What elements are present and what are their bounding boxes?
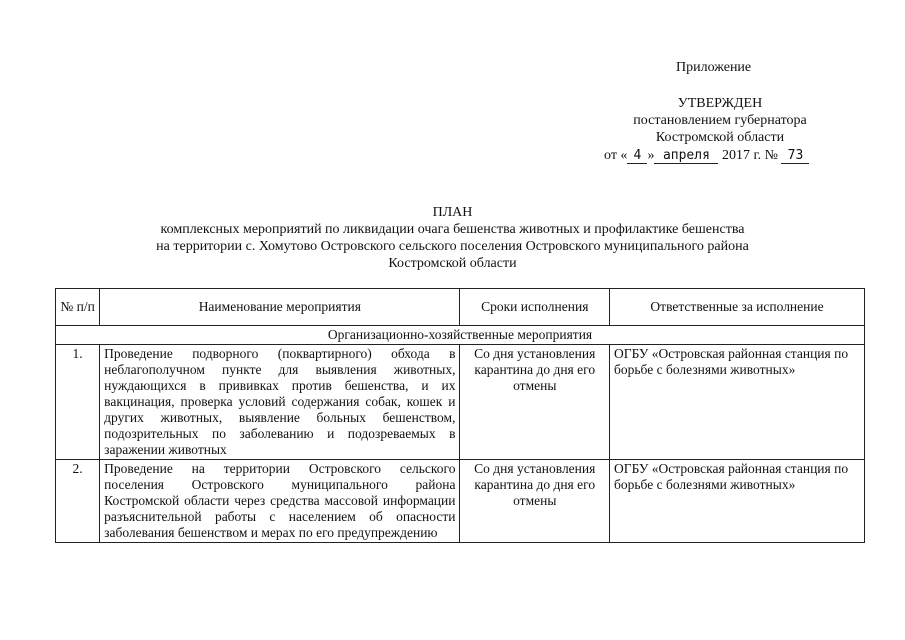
approval-block <box>595 95 845 146</box>
row-responsible: ОГБУ «Островская районная станция по борьбе с болезнями животных» <box>610 345 865 460</box>
col-header-responsible: Ответственные за исполнение <box>610 289 865 326</box>
title-line-2: на территории с. Хомутово Островского сельского поселения Островского муниципального района <box>156 239 749 254</box>
title-heading: ПЛАН <box>432 205 473 220</box>
row-term: Со дня установления карантина до дня его отмены <box>460 345 610 460</box>
decree-number: 73 <box>781 149 809 164</box>
title-line-1: комплексных мероприятий по ликвидации очага бешенства животных и профилактике бешенства <box>160 222 745 237</box>
date-mid: » <box>647 148 655 163</box>
section-row <box>56 326 865 345</box>
section-title: Организационно-хозяйственные мероприятия <box>56 326 865 345</box>
col-header-term: Сроки исполнения <box>460 289 610 326</box>
date-day: 4 <box>627 149 647 164</box>
date-month: апреля <box>654 149 718 164</box>
document-title <box>0 204 905 272</box>
table-header-row <box>56 289 865 326</box>
row-number: 2. <box>56 460 100 543</box>
row-term: Со дня установления карантина до дня его отмены <box>460 460 610 543</box>
title-line-3: Костромской области <box>388 256 517 271</box>
table-row <box>56 460 865 543</box>
row-activity: Проведение на территории Островского сельского поселения Островского муниципального района Костромской области через средства массовой информации разъяснительной работы с населением об опасности заболевания бешенством и мерах по его предупреждению <box>100 460 460 543</box>
approved-title: УТВЕРЖДЕН <box>677 96 763 111</box>
decree-date-line <box>604 148 809 164</box>
date-prefix: от « <box>604 148 628 163</box>
row-activity: Проведение подворного (поквартирного) обхода в неблагополучном пункте для выявления животных, нуждающихся в прививках против бешенства, и их вакцинация, проверка условий содержания собак, кошек и других животных, выявление больных бешенством, подозрительных по заболеванию и подозреваемых в заражении животных <box>100 345 460 460</box>
row-number: 1. <box>56 345 100 460</box>
approved-by: постановлением губернатора <box>633 113 807 128</box>
col-header-name: Наименование мероприятия <box>100 289 460 326</box>
date-year: 2017 г. № <box>721 148 778 163</box>
annex-label: Приложение <box>676 60 752 75</box>
col-header-number: № п/п <box>56 289 100 326</box>
plan-table <box>55 288 865 543</box>
row-responsible: ОГБУ «Островская районная станция по борьбе с болезнями животных» <box>610 460 865 543</box>
approved-region: Костромской области <box>655 130 785 145</box>
table-row <box>56 345 865 460</box>
